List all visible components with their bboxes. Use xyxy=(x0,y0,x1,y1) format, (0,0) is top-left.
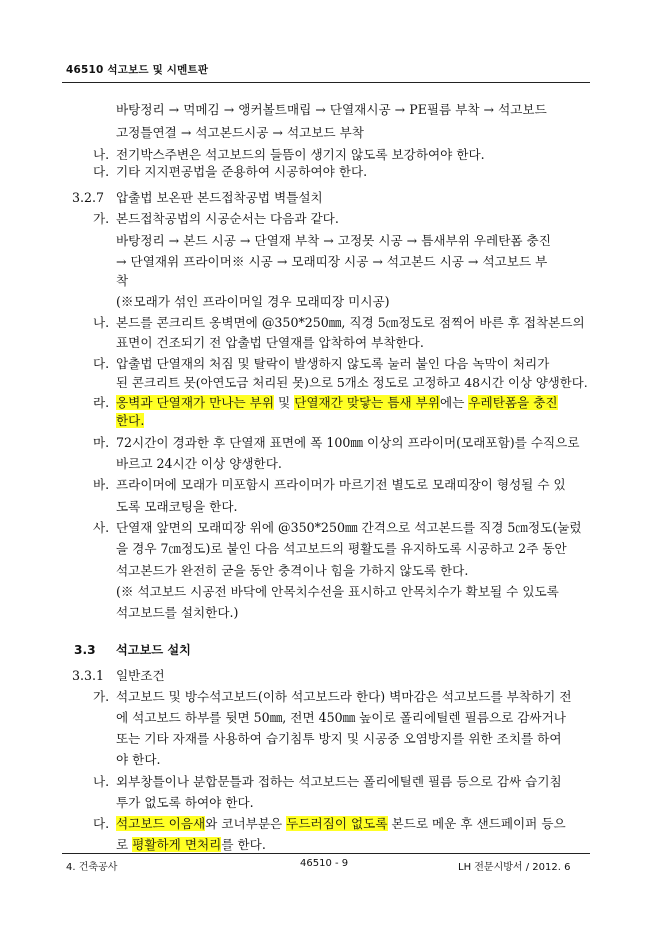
highlight: 옹벽과 단열재가 만나는 부위 xyxy=(116,395,274,410)
section-title: 압출법 보온판 본드접착공법 벽틀설치 xyxy=(116,190,323,205)
section-number: 3.3 xyxy=(74,643,96,657)
text-line: 본드를 콘크리트 옹벽면에 @350*250㎜, 직경 5㎝정도로 점찍어 바른 후 접착본드의 xyxy=(116,315,585,330)
text-line: 야 한다. xyxy=(116,752,161,767)
text-run: 와 코너부분은 xyxy=(205,816,287,831)
text-line: 투가 없도록 하여야 한다. xyxy=(116,795,254,810)
text-line: 외부창틀이나 분합문틀과 접하는 석고보드는 폴리에틸렌 필름 등으로 감싸 습기침 xyxy=(116,774,562,789)
item-marker: 다. xyxy=(93,356,110,371)
text-line: 압출법 단열재의 처짐 및 탈락이 발생하지 않도록 눌러 붙인 다음 녹막이 처리가 xyxy=(116,356,550,371)
text-line: → 단열재위 프라이머※ 시공 → 모래띠장 시공 → 석고본드 시공 → 석고보드 부 xyxy=(116,254,548,269)
text-line: 석고보드 및 방수석고보드(이하 석고보드라 한다) 벽마감은 석고보드를 부착하기 전 xyxy=(116,689,572,704)
text-line: 도록 모래코팅을 한다. xyxy=(116,499,238,514)
item-marker: 다. xyxy=(93,816,110,831)
item-marker: 바. xyxy=(93,477,110,492)
text-line: 또는 기타 자재를 사용하여 습기침투 방지 및 시공중 오염방지를 위한 조치를 하여 xyxy=(116,731,562,746)
item-marker: 라. xyxy=(93,395,110,410)
text-run: 를 한다. xyxy=(221,837,266,852)
text-line: 석고보드를 설치한다.) xyxy=(116,605,239,620)
text-run: 로 xyxy=(116,837,133,852)
footer-doc-info: LH 전문시방서 / 2012. 6 xyxy=(458,862,571,873)
page-header-title: 46510 석고보드 및 시멘트판 xyxy=(66,64,209,76)
text-line-highlighted xyxy=(116,412,144,430)
text-line: 본드접착공법의 시공순서는 다음과 같다. xyxy=(116,211,339,226)
header-rule xyxy=(62,82,590,83)
text-line: 기타 지지편공법을 준용하여 시공하여야 한다. xyxy=(116,164,368,179)
text-run: 본드로 메운 후 샌드페이퍼 등으 xyxy=(387,816,566,831)
item-marker: 나. xyxy=(93,774,110,789)
section-number: 3.2.7 xyxy=(72,190,105,205)
item-marker: 사. xyxy=(93,520,110,535)
text-line: 고정틀연결 → 석고본드시공 → 석고보드 부착 xyxy=(116,125,364,140)
section-number: 3.3.1 xyxy=(72,668,105,683)
text-run: 및 xyxy=(274,395,295,410)
item-marker: 나. xyxy=(93,315,110,330)
text-line-highlighted xyxy=(116,815,566,833)
text-line: 바탕정리 → 먹메김 → 앵커볼트매립 → 단열재시공 → PE필름 부착 → 석고보드 xyxy=(116,102,547,117)
text-line-highlighted xyxy=(116,394,558,412)
item-marker: 가. xyxy=(93,211,110,226)
text-line: (※모래가 섞인 프라이머일 경우 모래띠장 미시공) xyxy=(116,294,390,309)
text-line: 석고본드가 완전히 굳을 동안 충격이나 힘을 가하지 않도록 한다. xyxy=(116,563,469,578)
footer-page-number: 46510 - 9 xyxy=(300,858,349,869)
section-title: 석고보드 설치 xyxy=(116,643,191,657)
highlight: 한다. xyxy=(116,413,145,428)
text-line: 을 경우 7㎝정도)로 붙인 다음 석고보드의 평활도를 유지하도록 시공하고 2주 동안 xyxy=(116,541,567,556)
section-title: 일반조건 xyxy=(116,668,165,683)
text-line: 전기박스주변은 석고보드의 들뜸이 생기지 않도록 보강하여야 한다. xyxy=(116,147,485,162)
highlight: 평활하게 면처리 xyxy=(132,837,222,852)
footer-rule xyxy=(62,853,590,854)
highlight: 석고보드 이음새 xyxy=(116,816,206,831)
text-line: 된 콘크리트 못(아연도금 처리된 못)으로 5개소 정도로 고정하고 48시간 이상 양생한다. xyxy=(116,375,588,390)
text-line: 착 xyxy=(116,273,129,288)
highlight: 두드러짐이 없도록 xyxy=(286,816,388,831)
item-marker: 나. xyxy=(93,147,110,162)
text-line: 72시간이 경과한 후 단열재 표면에 폭 100㎜ 이상의 프라이머(모래포함)를 수직으로 xyxy=(116,435,580,450)
text-run: 에는 xyxy=(440,395,469,410)
item-marker: 다. xyxy=(93,164,110,179)
text-line: 단열재 앞면의 모래띠장 위에 @350*250㎜ 간격으로 석고본드를 직경 5㎝정도(눌렀 xyxy=(116,520,582,535)
text-line: 바탕정리 → 본드 시공 → 단열재 부착 → 고정못 시공 → 틈새부위 우레탄폼 충진 xyxy=(116,233,551,248)
highlight: 우레탄폼을 충진 xyxy=(468,395,558,410)
text-line: 프라이머에 모래가 미포함시 프라이머가 마르기전 별도로 모래띠장이 형성될 수 있 xyxy=(116,477,566,492)
item-marker: 가. xyxy=(93,689,110,704)
item-marker: 마. xyxy=(93,435,110,450)
highlight: 단열재간 맞닿는 틈새 부위 xyxy=(294,395,441,410)
text-line: (※ 석고보드 시공전 바닥에 안목치수선을 표시하고 안목치수가 확보될 수 있도록 xyxy=(116,584,559,599)
text-line: 바르고 24시간 이상 양생한다. xyxy=(116,456,282,471)
footer-chapter: 4. 건축공사 xyxy=(66,862,118,873)
text-line: 표면이 건조되기 전 압출법 단열재를 압착하여 부착한다. xyxy=(116,335,424,350)
text-line-highlighted xyxy=(116,836,266,854)
text-line: 에 석고보드 하부를 뒷면 50㎜, 전면 450㎜ 높이로 폴리에틸렌 필름으로 감싸거나 xyxy=(116,710,566,725)
